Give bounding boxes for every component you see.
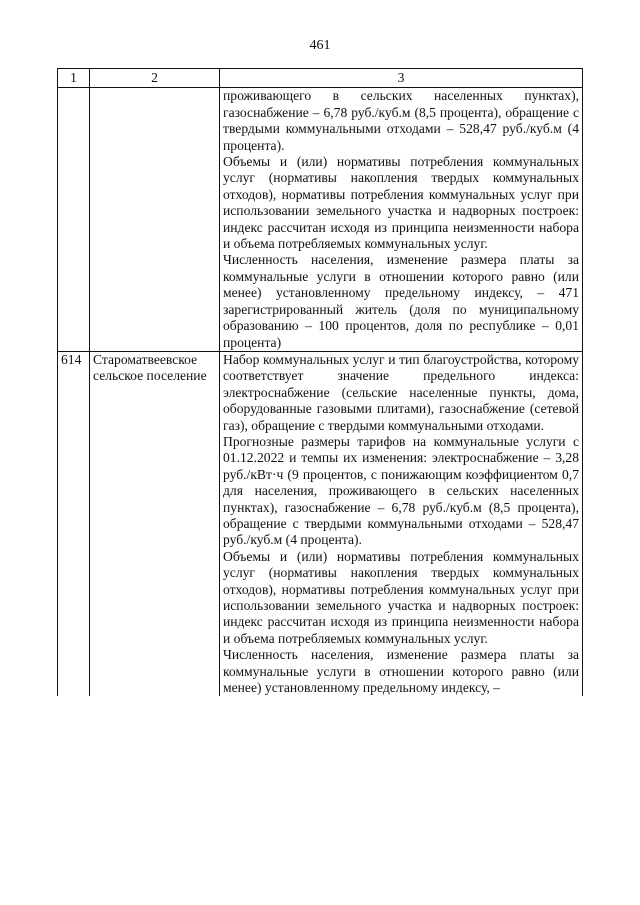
- data-table: [57, 68, 583, 696]
- description-paragraph: Прогнозные размеры тарифов на коммунальные услуги с 01.12.2022 и темпы их изменения: электроснабжение – 3,28 руб./кВт·ч (9 процентов, с понижающим коэффициентом 0,7 для населения, проживающего в сельских населенных пунктах), газоснабжение – 6,78 руб./куб.м (8,5 процента), обращение с твердыми коммунальными отходами – 528,47 руб./куб.м (4 процента).: [223, 433, 579, 548]
- description-cell: [220, 351, 583, 696]
- table-row-614: [58, 351, 583, 696]
- column-header-3: 3: [220, 69, 583, 88]
- row-number-cell: 614: [58, 351, 90, 696]
- table-header-row: [58, 69, 583, 88]
- column-header-2: 2: [90, 69, 220, 88]
- description-paragraph: Численность населения, изменение размера платы за коммунальные услуги в отношении которого равно (или менее) установленному предельному индексу, – 471 зарегистрированный житель (доля по муниципальному образованию – 100 процентов, доля по республике – 0,01 процента): [223, 252, 579, 350]
- description-paragraph: Объемы и (или) нормативы потребления коммунальных услуг (нормативы накопления твердых коммунальных отходов), нормативы потребления коммунальных услуг при использовании земельного участка и надворных построек: индекс рассчитан исходя из принципа неизменности набора и объема потребляемых коммунальных услуг.: [223, 548, 579, 646]
- municipality-name-cell: Староматвеевское сельское поселение: [90, 351, 220, 696]
- municipality-name-cell: [90, 88, 220, 352]
- description-paragraph: Численность населения, изменение размера платы за коммунальные услуги в отношении которого равно (или менее) установленному предельному индексу, –: [223, 647, 579, 696]
- description-paragraph: проживающего в сельских населенных пунктах), газоснабжение – 6,78 руб./куб.м (8,5 процента), обращение с твердыми коммунальными отходами – 528,47 руб./куб.м (4 процента).: [223, 88, 579, 153]
- row-number-cell: [58, 88, 90, 352]
- description-paragraph: Набор коммунальных услуг и тип благоустройства, которому соответствует значение предельного индекса: электроснабжение (сельские населенные пункты, дома, оборудованные газовыми плитами), газоснабжение (сетевой газ), обращение с твердыми коммунальными отходами.: [223, 351, 579, 433]
- page-number: 461: [309, 38, 331, 53]
- table-row-continuation: [58, 88, 583, 352]
- description-cell: [220, 88, 583, 352]
- column-header-1: 1: [58, 69, 90, 88]
- description-paragraph: Объемы и (или) нормативы потребления коммунальных услуг (нормативы накопления твердых коммунальных отходов), нормативы потребления коммунальных услуг при использовании земельного участка и надворных построек: индекс рассчитан исходя из принципа неизменности набора и объема потребляемых коммунальных услуг.: [223, 154, 579, 252]
